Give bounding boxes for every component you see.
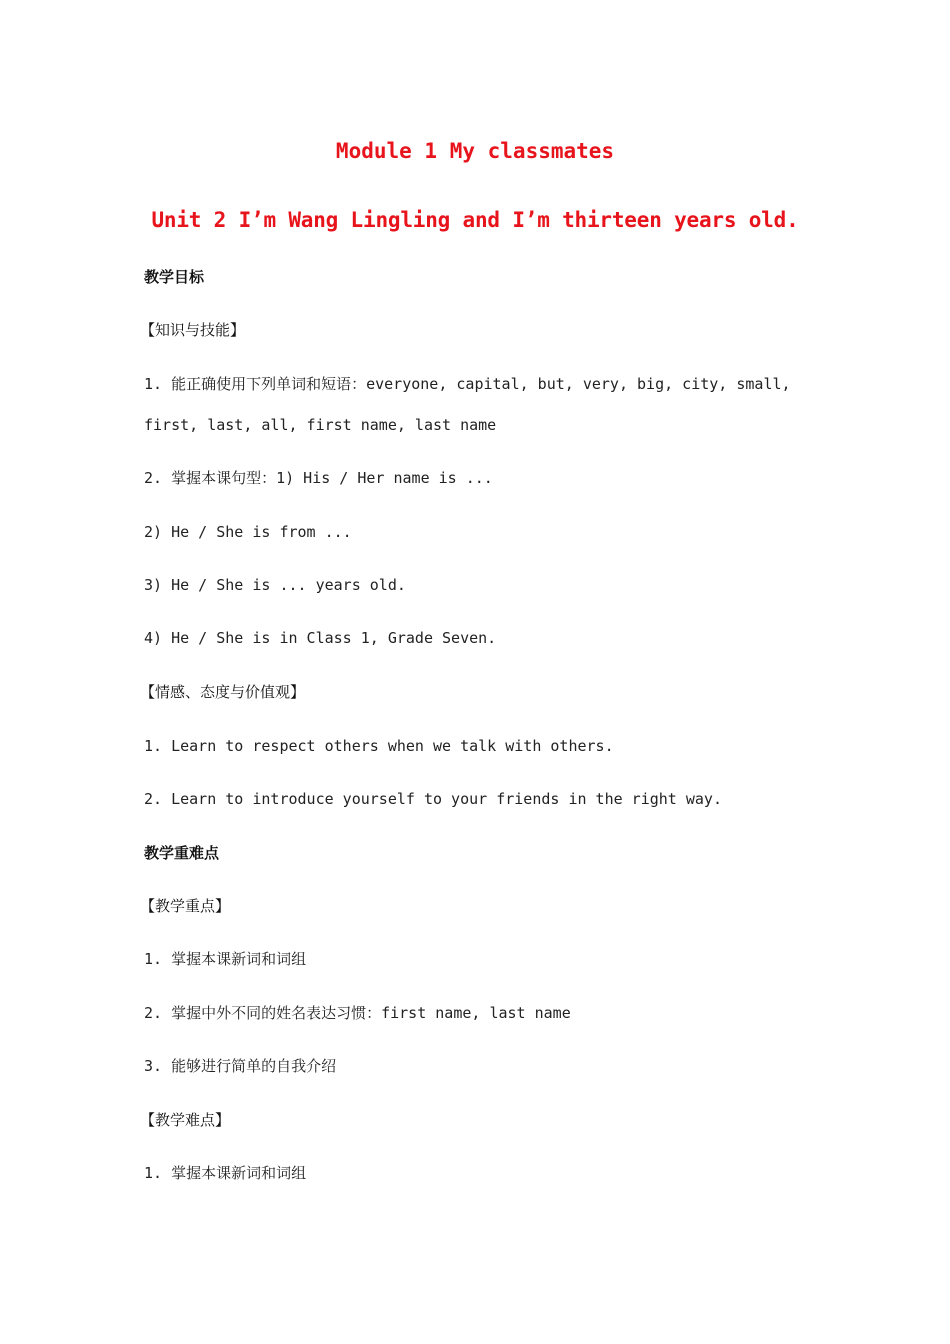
subheading-emotion-values: 【情感、态度与价值观】	[140, 683, 306, 701]
list-item-introduce: 2. Learn to introduce yourself to your friends in the right way.	[144, 790, 722, 808]
subheading-difficult-points: 【教学难点】	[140, 1111, 231, 1129]
list-item-new-words: 1. 掌握本课新词和词组	[144, 950, 307, 968]
list-item-sentence-pattern: 2. 掌握本课句型：1) His / Her name is ...	[144, 469, 493, 487]
list-item-pattern-class: 4) He / She is in Class 1, Grade Seven.	[144, 629, 497, 647]
list-item-name-habits: 2. 掌握中外不同的姓名表达习惯：first name, last name	[144, 1004, 571, 1022]
list-item-self-intro: 3. 能够进行简单的自我介绍	[144, 1057, 337, 1075]
subheading-key-points: 【教学重点】	[140, 897, 231, 915]
module-title: Module 1 My classmates	[335, 139, 615, 163]
section-heading-key-difficult-points: 教学重难点	[144, 844, 220, 862]
list-item-respect: 1. Learn to respect others when we talk with others.	[144, 737, 614, 755]
unit-title: Unit 2 I’m Wang Lingling and I’m thirteen years old.	[151, 208, 799, 232]
list-item-new-words-difficult: 1. 掌握本课新词和词组	[144, 1164, 307, 1182]
section-heading-objectives: 教学目标	[144, 268, 205, 286]
list-item-vocabulary-line1: 1. 能正确使用下列单词和短语：everyone, capital, but, very, big, city, small,	[144, 375, 791, 393]
list-item-pattern-age: 3) He / She is ... years old.	[144, 576, 406, 594]
subheading-knowledge-skills: 【知识与技能】	[140, 321, 246, 339]
list-item-vocabulary-line2: first, last, all, first name, last name	[144, 416, 497, 434]
list-item-pattern-from: 2) He / She is from ...	[144, 523, 352, 541]
